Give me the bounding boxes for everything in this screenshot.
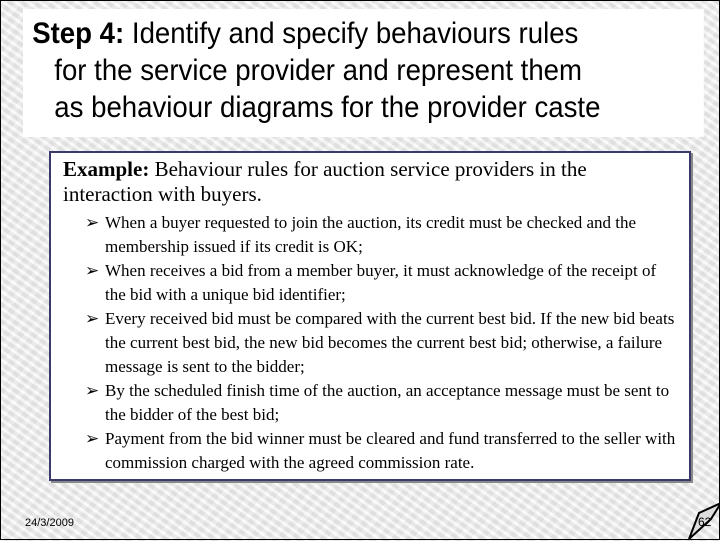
arrow-bullet-icon: ➢	[85, 381, 100, 400]
arrow-bullet-icon: ➢	[85, 213, 100, 232]
list-item: ➢ By the scheduled finish time of the auction, an acceptance message must be sent to the bidder of the best bid;	[85, 381, 670, 424]
arrow-bullet-icon: ➢	[85, 429, 100, 448]
page-number: 62	[698, 515, 712, 529]
title-line-1: Identify and specify behaviours rules	[124, 17, 579, 50]
list-item: ➢ Every received bid must be compared with the current best bid. If the new bid beats the current best bid, the new bid becomes the current best bid; otherwise, a failure message is sent to the bidder;	[85, 309, 675, 376]
step-label: Step 4:	[32, 17, 125, 50]
list-item: ➢ When receives a bid from a member buyer, it must acknowledge of the receipt of the bid with a unique bid identifier;	[85, 261, 657, 304]
arrow-bullet-icon: ➢	[85, 261, 100, 280]
example-heading	[63, 157, 681, 207]
title-line-2: for the service provider and represent them	[54, 54, 583, 87]
list-item: ➢ Payment from the bid winner must be cleared and fund transferred to the seller with commission charged with the agreed commission rate.	[85, 429, 676, 472]
example-label: Example:	[63, 157, 150, 181]
slide-date: 24/3/2009	[25, 517, 74, 529]
slide-title	[23, 9, 704, 137]
example-box	[49, 151, 691, 481]
list-item: ➢ When a buyer requested to join the auction, its credit must be checked and the membership issued if its credit is OK;	[85, 213, 637, 256]
rules-list	[63, 211, 681, 475]
example-text: Behaviour rules for auction service providers in the interaction with buyers.	[63, 157, 587, 206]
title-line-3: as behaviour diagrams for the provider caste	[54, 91, 601, 124]
arrow-bullet-icon: ➢	[85, 309, 100, 328]
